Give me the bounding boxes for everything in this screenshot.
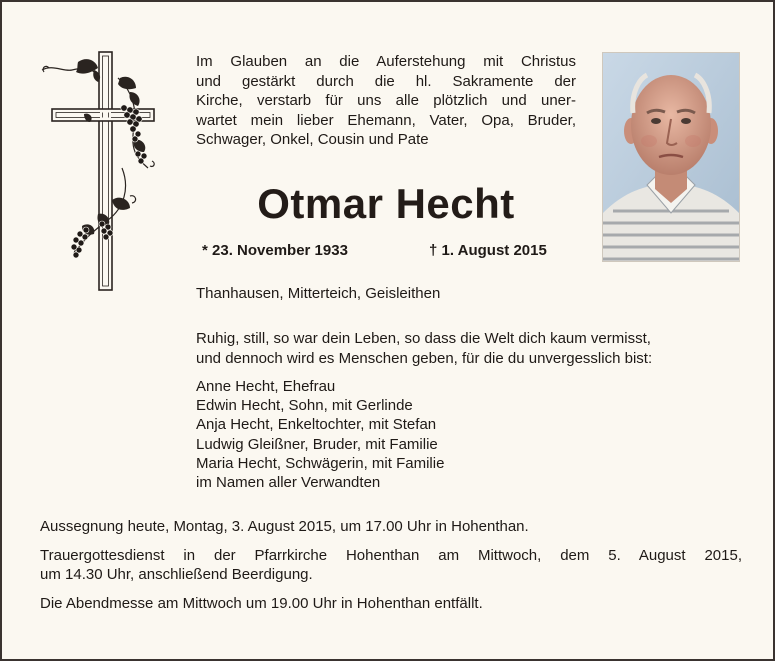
list-item: Anne Hecht, Ehefrau xyxy=(196,378,336,395)
list-item: Maria Hecht, Schwägerin, mit Familie xyxy=(196,454,445,472)
intro-line: Kirche, verstarb für uns alle plötzlich und uner- xyxy=(196,92,576,109)
verse-line: und dennoch wird es Menschen geben, für die du unvergesslich bist: xyxy=(196,349,653,367)
intro-line: und gestärkt durch die hl. Sakramente der xyxy=(196,72,576,90)
places: Thanhausen, Mitterteich, Geisleithen xyxy=(196,285,441,302)
service-line: um 14.30 Uhr, anschließend Beerdigung. xyxy=(40,566,313,583)
list-item: im Namen aller Verwandten xyxy=(196,474,381,492)
deceased-name: Otmar Hecht xyxy=(257,180,515,227)
funeral-service-notice xyxy=(40,546,742,585)
intro-line: Im Glauben an die Auferstehung mit Christus xyxy=(196,53,576,70)
mourners-list xyxy=(196,377,444,492)
portrait-photo xyxy=(602,52,740,262)
birth-date: * 23. November 1933 xyxy=(202,242,348,259)
intro-paragraph xyxy=(196,52,576,150)
intro-line: wartet mein lieber Ehemann, Vater, Opa, Bruder, xyxy=(196,111,576,129)
funeral-details xyxy=(40,517,742,613)
verse-line: Ruhig, still, so war dein Leben, so dass die Welt dich kaum vermisst, xyxy=(196,330,651,347)
list-item: Edwin Hecht, Sohn, mit Gerlinde xyxy=(196,397,413,415)
intro-line: Schwager, Onkel, Cousin und Pate xyxy=(196,131,429,148)
list-item: Anja Hecht, Enkeltochter, mit Stefan xyxy=(196,416,437,434)
blessing-notice: Aussegnung heute, Montag, 3. August 2015, um 17.00 Uhr in Hohenthan. xyxy=(40,518,529,535)
death-date: † 1. August 2015 xyxy=(429,242,547,259)
service-line: Trauergottesdienst in der Pfarrkirche Hohenthan am Mittwoch, dem 5. August 2015, xyxy=(40,546,742,564)
memorial-verse xyxy=(196,329,742,368)
cross-with-grapevine-icon xyxy=(38,48,170,296)
evening-mass-notice: Die Abendmesse am Mittwoch um 19.00 Uhr in Hohenthan entfällt. xyxy=(40,594,483,612)
list-item: Ludwig Gleißner, Bruder, mit Familie xyxy=(196,435,438,453)
